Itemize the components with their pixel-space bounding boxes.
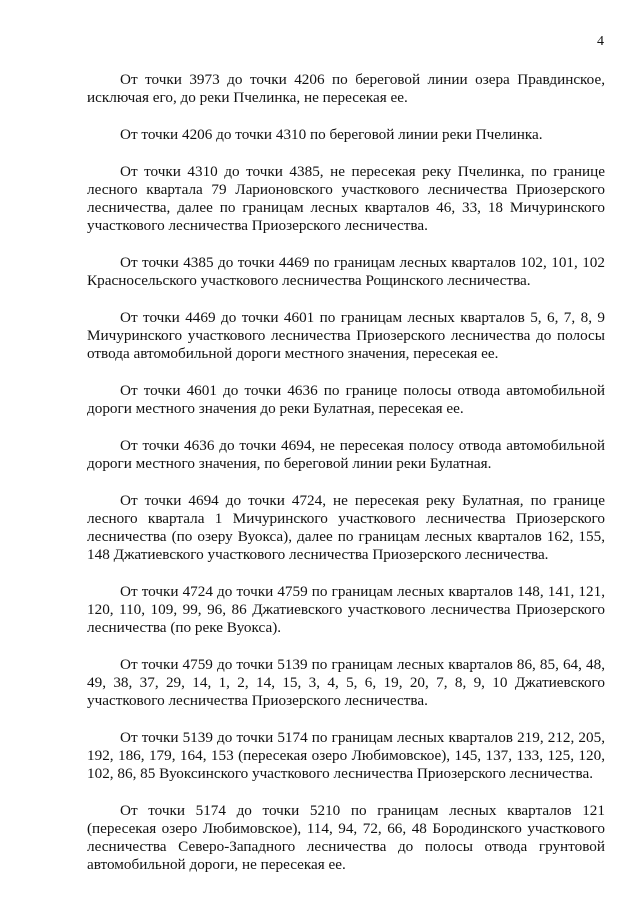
page-number: 4 bbox=[597, 34, 604, 49]
paragraph-11: От точки 5139 до точки 5174 по границам лесных кварталов 219, 212, 205, 192, 186, 179, 164, 153 (пересекая озеро Любимовское), 145, 137, 133, 125, 120, 102, 86, 85 Вуоксинского участкового лесничества Приозерского лесничества. bbox=[87, 729, 605, 782]
paragraph-8: От точки 4694 до точки 4724, не пересекая реку Булатная, по границе лесного квартала 1 Мичуринского участкового лесничества Приозерского лесничества (по озеру Вуокса), далее по границам лесных кварталов 162, 155, 148 Джатиевского участкового лесничества Приозерского лесничества. bbox=[87, 492, 605, 563]
paragraph-4: От точки 4385 до точки 4469 по границам лесных кварталов 102, 101, 102 Красносельского участкового лесничества Рощинского лесничества. bbox=[87, 254, 605, 289]
paragraph-12: От точки 5174 до точки 5210 по границам лесных кварталов 121 (пересекая озеро Любимовское), 114, 94, 72, 66, 48 Бородинского участкового лесничества Северо-Западного лесничества до полосы отвода грунтовой автомобильной дороги, не пересекая ее. bbox=[87, 802, 605, 873]
paragraph-5: От точки 4469 до точки 4601 по границам лесных кварталов 5, 6, 7, 8, 9 Мичуринского участкового лесничества Приозерского лесничества до полосы отвода автомобильной дороги местного значения, пересекая ее. bbox=[87, 309, 605, 362]
paragraph-3: От точки 4310 до точки 4385, не пересекая реку Пчелинка, по границе лесного квартала 79 Ларионовского участкового лесничества Приозерского лесничества, далее по границам лесных кварталов 46, 33, 18 Мичуринского участкового лесничества Приозерского лесничества. bbox=[87, 163, 605, 234]
paragraph-7: От точки 4636 до точки 4694, не пересекая полосу отвода автомобильной дороги местного значения, по береговой линии реки Булатная. bbox=[87, 437, 605, 472]
document-body bbox=[87, 71, 605, 893]
paragraph-10: От точки 4759 до точки 5139 по границам лесных кварталов 86, 85, 64, 48, 49, 38, 37, 29, 14, 1, 2, 14, 15, 3, 4, 5, 6, 19, 20, 7, 8, 9, 10 Джатиевского участкового лесничества Приозерского лесничества. bbox=[87, 656, 605, 709]
paragraph-2: От точки 4206 до точки 4310 по береговой линии реки Пчелинка. bbox=[120, 126, 543, 143]
paragraph-9: От точки 4724 до точки 4759 по границам лесных кварталов 148, 141, 121, 120, 110, 109, 99, 96, 86 Джатиевского участкового лесничества Приозерского лесничества (по реке Вуокса). bbox=[87, 583, 605, 636]
paragraph-6: От точки 4601 до точки 4636 по границе полосы отвода автомобильной дороги местного значения до реки Булатная, пересекая ее. bbox=[87, 382, 605, 417]
paragraph-1: От точки 3973 до точки 4206 по береговой линии озера Правдинское, исключая его, до реки Пчелинка, не пересекая ее. bbox=[87, 71, 605, 106]
